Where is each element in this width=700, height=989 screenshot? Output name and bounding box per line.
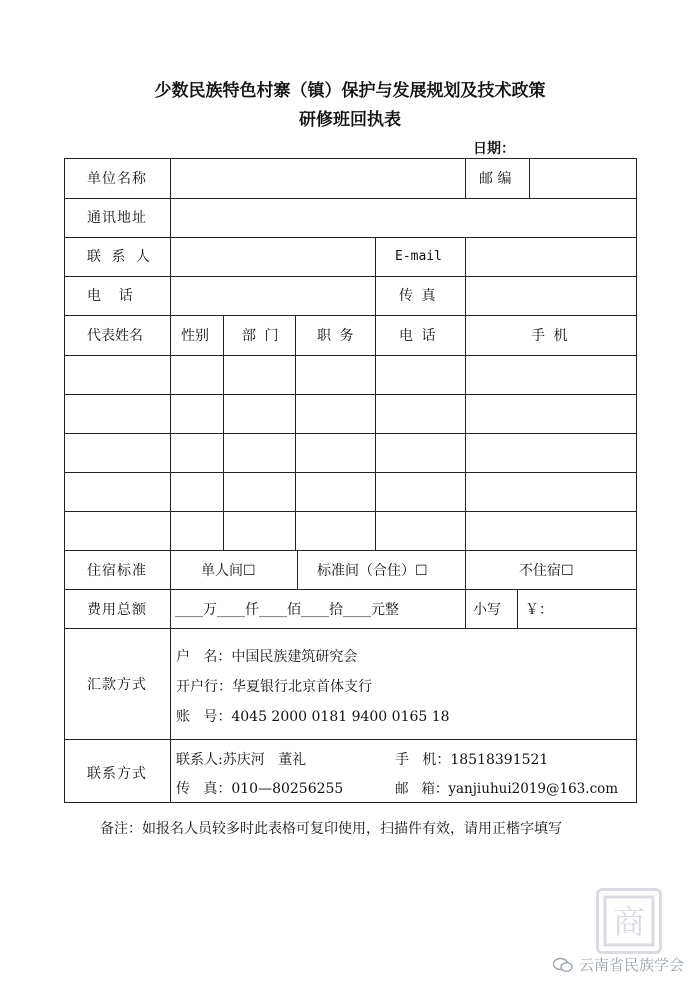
col-divider [170,159,171,802]
contact-info-label: 联系方式 [87,766,147,782]
lodging-option-single[interactable]: 单人间☐ [201,563,256,579]
row-divider [65,355,636,356]
watermark-text: 云南省民族学会 [578,956,684,974]
row-divider [65,472,636,473]
wechat-watermark [553,954,684,975]
fax-label: 传 真 [399,288,438,304]
col-divider [465,550,466,589]
phone-field[interactable] [179,277,369,314]
col-header-rep-name: 代表姓名 [87,328,143,344]
col-header-department: 部 门 [242,328,281,344]
fee-amount-words[interactable]: ____万____仟____佰____拾____元整 [175,602,399,618]
col-divider [295,315,296,550]
remittance-account-number: 账 号：4045 2000 0181 9400 0165 18 [176,709,450,725]
contact-person-label: 联 系 人 [87,249,153,265]
col-divider [375,315,376,550]
contact-people: 联系人:苏庆河 董礼 [176,752,307,768]
lodging-label: 住宿标准 [87,563,147,579]
col-header-gender: 性别 [181,328,209,344]
remark-note: 备注：如报名人员较多时此表格可复印使用，扫描件有效，请用正楷字填写 [100,821,562,837]
postcode-field[interactable] [535,160,631,197]
col-divider [465,315,466,550]
form-title-line1: 少数民族特色村寨（镇）保护与发展规划及技术政策 [154,81,546,101]
col-divider [529,159,530,198]
lodging-option-none[interactable]: 不住宿☐ [519,563,574,579]
email-field[interactable] [471,238,631,275]
registration-form-table [64,158,637,803]
remittance-bank: 开户行：华夏银行北京首体支行 [176,679,372,695]
fax-field[interactable] [471,277,631,314]
phone-label: 电 话 [87,288,133,304]
lodging-option-shared[interactable]: 标准间（合住）☐ [317,563,428,579]
seal-graphic [599,891,659,951]
contact-fax: 传 真：010—80256255 [176,781,344,797]
row-divider [65,394,636,395]
contact-mobile: 手 机：18518391521 [395,752,549,768]
logo-seal [596,888,662,954]
email-label: E-mail [395,249,442,264]
col-divider [223,315,224,550]
col-header-phone: 电 话 [399,328,438,344]
fee-lowercase-label: 小写 [473,602,501,618]
row-divider [65,550,636,551]
wechat-icon [553,957,573,973]
row-divider [65,589,636,590]
col-divider [375,237,376,315]
remittance-label: 汇款方式 [87,677,147,693]
fee-lowercase-field[interactable]: ￥： [525,602,553,618]
address-label: 通讯地址 [87,210,147,226]
row-divider [65,433,636,434]
col-divider [517,589,518,628]
col-divider [465,159,466,198]
postcode-label: 邮 编 [479,171,512,187]
unit-name-label: 单位名称 [87,171,147,187]
date-label: 日期： [473,141,515,157]
remittance-account-name: 户 名：中国民族建筑研究会 [176,649,358,665]
row-divider [65,628,636,629]
col-header-mobile: 手 机 [531,328,570,344]
col-divider [465,237,466,315]
row-divider [65,315,636,316]
address-field[interactable] [179,199,629,236]
svg-text:商: 商 [612,903,646,941]
form-title-line2: 研修班回执表 [299,110,401,130]
row-divider [65,739,636,740]
col-divider [465,589,466,628]
contact-person-field[interactable] [179,238,369,275]
contact-email: 邮 箱：yanjiuhui2019@163.com [395,781,619,797]
fee-total-label: 费用总额 [87,602,147,618]
col-header-position: 职 务 [317,328,356,344]
unit-name-field[interactable] [179,160,459,197]
col-divider [297,550,298,589]
row-divider [65,511,636,512]
